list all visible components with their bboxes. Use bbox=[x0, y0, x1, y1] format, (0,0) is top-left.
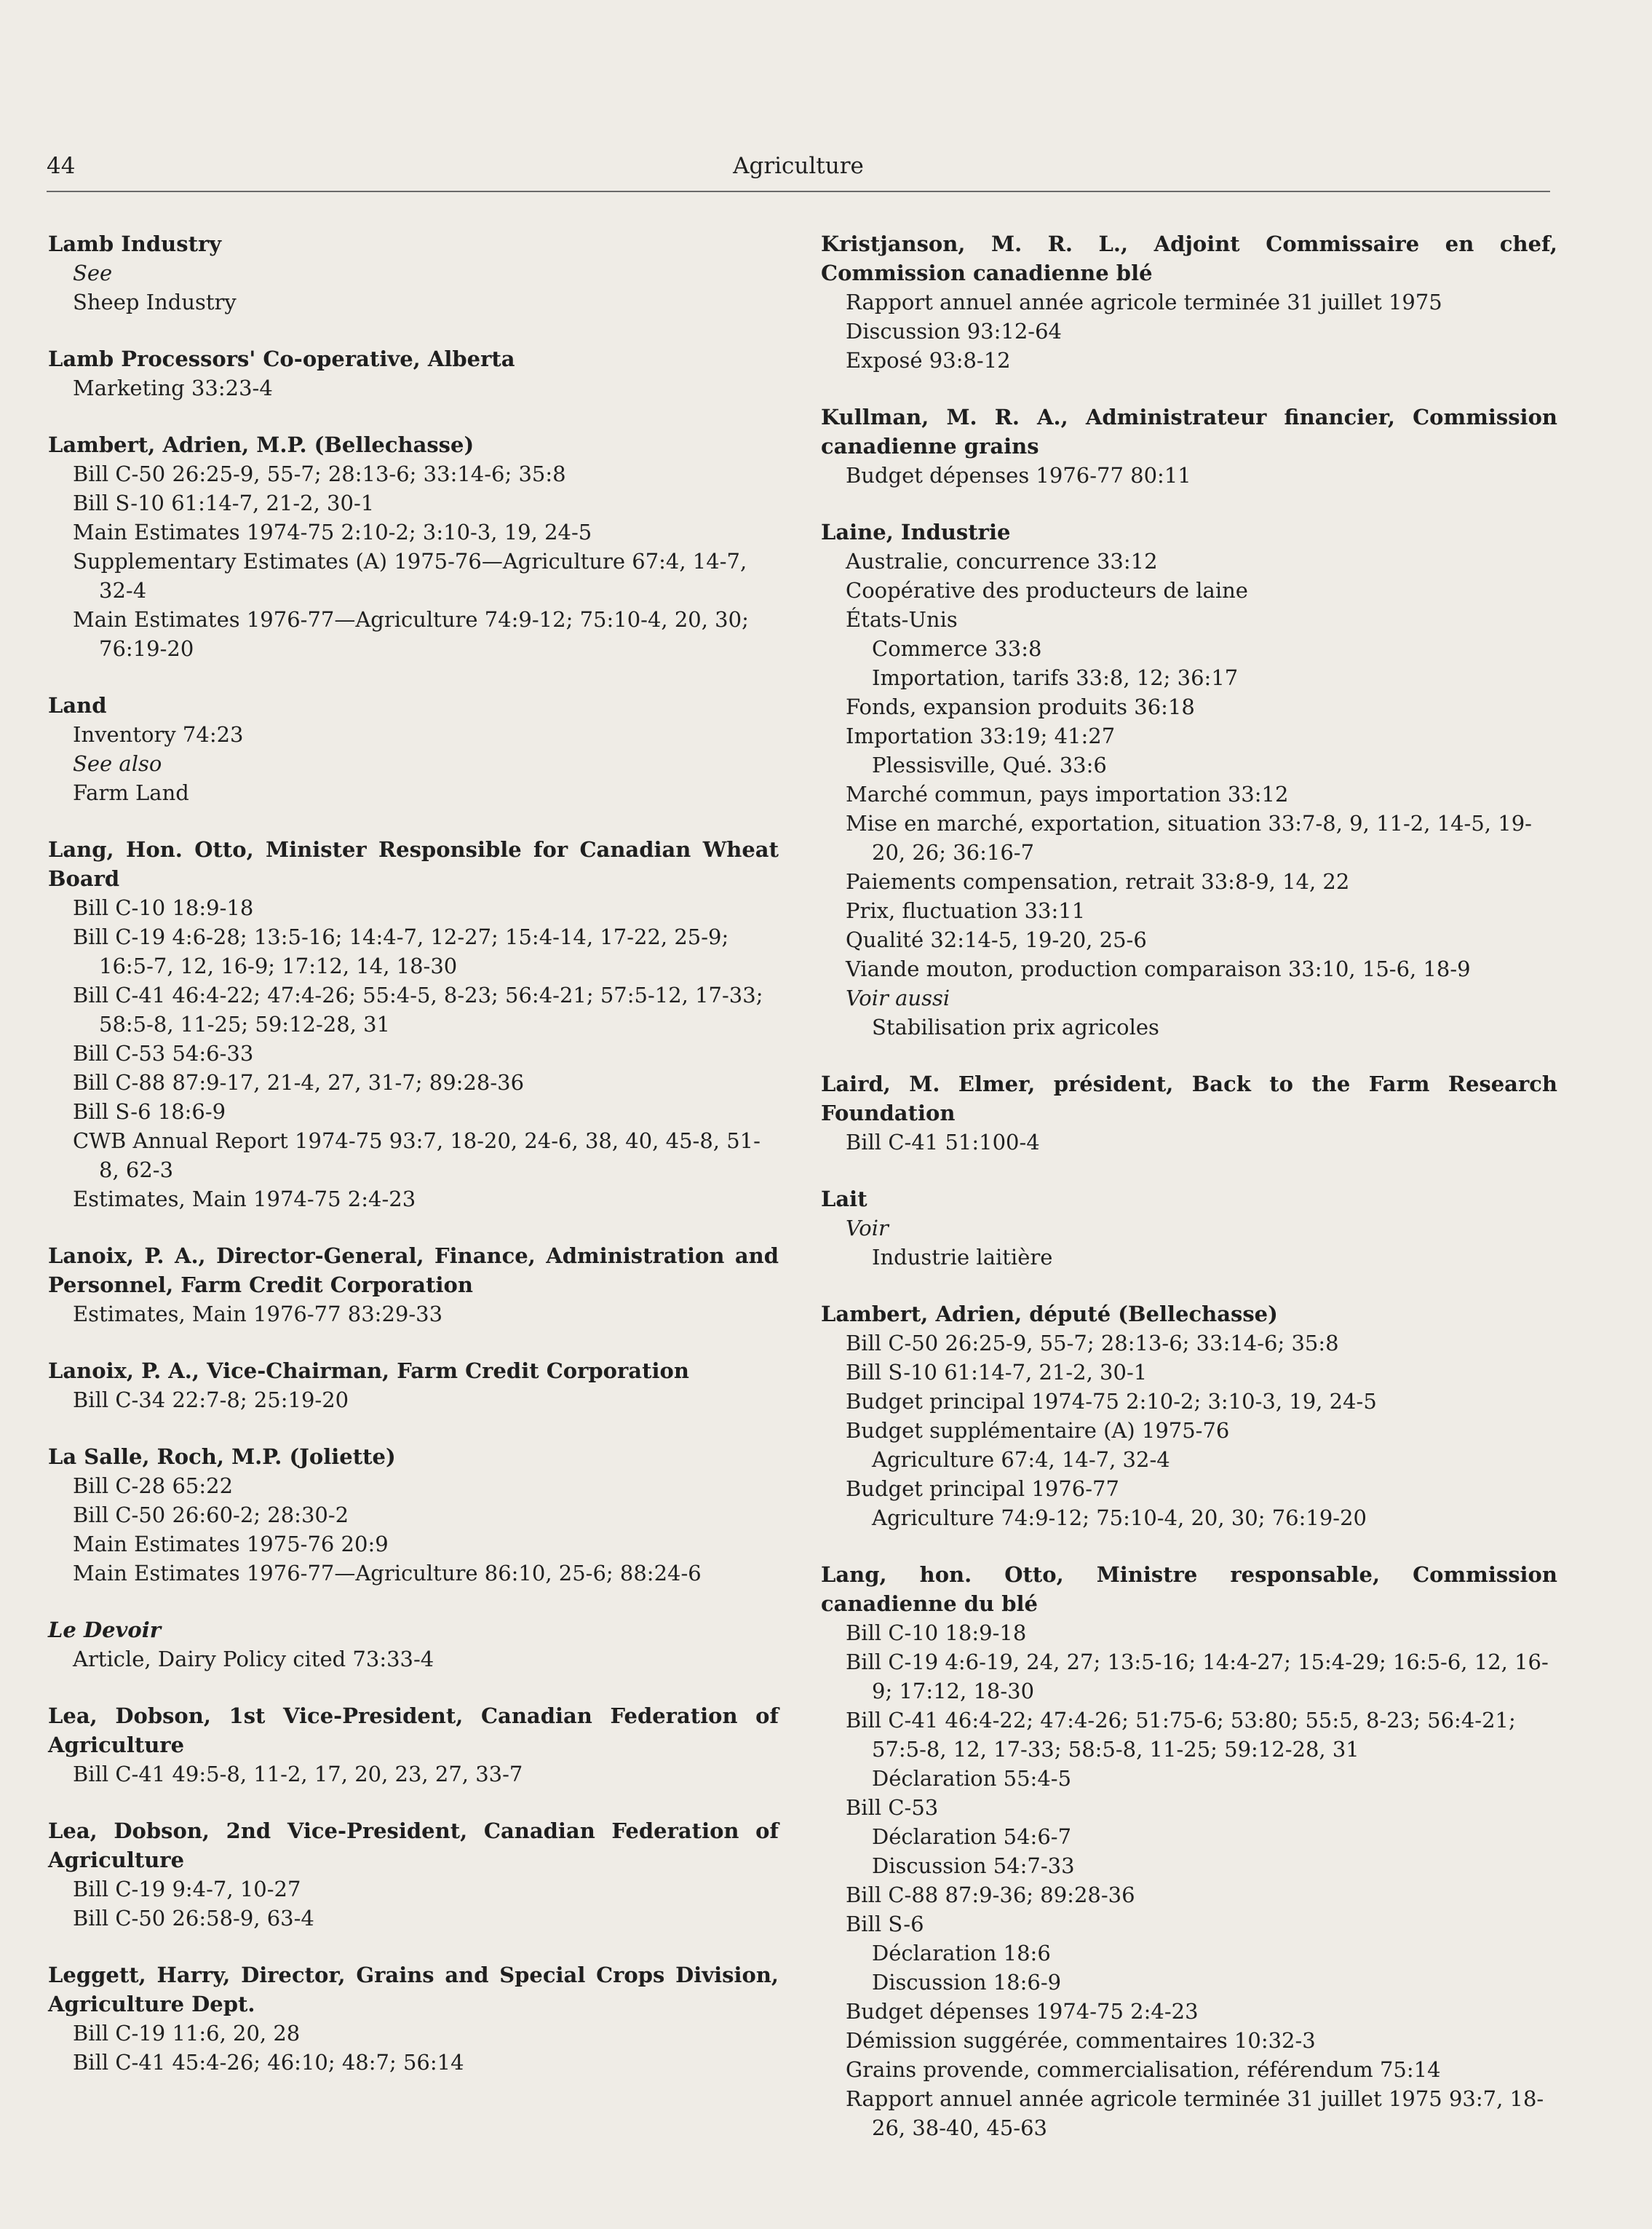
entry-subline: Sheep Industry bbox=[73, 290, 237, 314]
entry-subline: Voir aussi bbox=[846, 986, 950, 1010]
index-entry bbox=[821, 1069, 1557, 1157]
entry-subline: Main Estimates 1976-77—Agriculture 74:9-12; 75:10-4, 20, 30; 76:19-20 bbox=[73, 607, 749, 661]
entry-heading: Lanoix, P. A., Vice-Chairman, Farm Credit Corporation bbox=[48, 1358, 689, 1383]
entry-subline: Bill C-34 22:7-8; 25:19-20 bbox=[73, 1387, 349, 1412]
entry-heading: Lang, Hon. Otto, Minister Responsible for Canadian Wheat Board bbox=[48, 837, 779, 891]
entry-subsubline: Déclaration 18:6 bbox=[872, 1941, 1051, 1965]
index-entry bbox=[48, 691, 779, 807]
entry-subline: Bill C-10 18:9-18 bbox=[846, 1620, 1027, 1645]
entry-subline: Bill S-6 18:6-9 bbox=[73, 1099, 226, 1124]
entry-heading: Leggett, Harry, Director, Grains and Special Crops Division, Agriculture Dept. bbox=[48, 1963, 779, 2016]
index-entry bbox=[48, 430, 779, 663]
entry-heading: Lanoix, P. A., Director-General, Finance, Administration and Personnel, Farm Credit Corporation bbox=[48, 1243, 779, 1297]
entry-subline: Supplementary Estimates (A) 1975-76—Agriculture 67:4, 14-7, 32-4 bbox=[73, 549, 747, 603]
page-header bbox=[47, 150, 1550, 192]
entry-heading: Lamb Processors' Co-operative, Alberta bbox=[48, 347, 515, 371]
entry-subsubline: Agriculture 67:4, 14-7, 32-4 bbox=[872, 1447, 1170, 1472]
entry-subsubline: Agriculture 74:9-12; 75:10-4, 20, 30; 76:19-20 bbox=[872, 1505, 1367, 1530]
entry-subline: Farm Land bbox=[73, 780, 189, 805]
entry-heading: Lang, hon. Otto, Ministre responsable, Commission canadienne du blé bbox=[821, 1562, 1557, 1616]
index-entry bbox=[48, 1816, 779, 1933]
entry-subline: Coopérative des producteurs de laine bbox=[846, 578, 1248, 603]
entry-heading: Kristjanson, M. R. L., Adjoint Commissaire en chef, Commission canadienne blé bbox=[821, 231, 1557, 285]
index-entry bbox=[821, 229, 1557, 375]
entry-subline: Estimates, Main 1976-77 83:29-33 bbox=[73, 1302, 443, 1326]
entry-subline: Importation 33:19; 41:27 bbox=[846, 724, 1116, 748]
entry-subline: Bill S-10 61:14-7, 21-2, 30-1 bbox=[73, 491, 375, 515]
entry-subsubline: Déclaration 54:6-7 bbox=[872, 1824, 1072, 1849]
index-entry bbox=[821, 1560, 1557, 2142]
entry-subline: Article, Dairy Policy cited 73:33-4 bbox=[73, 1647, 434, 1671]
index-entry bbox=[48, 229, 779, 317]
index-entry bbox=[48, 344, 779, 403]
entry-subline: Main Estimates 1975-76 20:9 bbox=[73, 1532, 389, 1556]
entry-subline: Bill C-10 18:9-18 bbox=[73, 895, 254, 920]
entry-subline: Main Estimates 1976-77—Agriculture 86:10, 25-6; 88:24-6 bbox=[73, 1561, 702, 1585]
entry-subline: Bill C-19 11:6, 20, 28 bbox=[73, 2021, 301, 2046]
entry-subline: Qualité 32:14-5, 19-20, 25-6 bbox=[846, 927, 1147, 952]
entry-subline: Exposé 93:8-12 bbox=[846, 348, 1011, 373]
entry-subline: Voir bbox=[846, 1216, 889, 1240]
index-entry bbox=[821, 403, 1557, 490]
entry-subline: CWB Annual Report 1974-75 93:7, 18-20, 24-6, 38, 40, 45-8, 51-8, 62-3 bbox=[73, 1128, 761, 1182]
entry-subline: Bill C-53 54:6-33 bbox=[73, 1041, 254, 1066]
index-column-left bbox=[48, 229, 779, 2105]
entry-subline: Paiements compensation, retrait 33:8-9, 14, 22 bbox=[846, 869, 1350, 894]
entry-heading: La Salle, Roch, M.P. (Joliette) bbox=[48, 1444, 396, 1469]
entry-subline: États-Unis bbox=[846, 607, 958, 632]
entry-subsubline: Discussion 18:6-9 bbox=[872, 1970, 1062, 1995]
index-entry bbox=[48, 1615, 779, 1674]
entry-subsubline: Industrie laitière bbox=[872, 1245, 1053, 1270]
entry-subline: Bill C-50 26:58-9, 63-4 bbox=[73, 1906, 314, 1931]
entry-subline: Bill C-50 26:25-9, 55-7; 28:13-6; 33:14-6; 35:8 bbox=[846, 1331, 1339, 1355]
entry-subline: Marketing 33:23-4 bbox=[73, 376, 273, 400]
entry-subline: Viande mouton, production comparaison 33:10, 15-6, 18-9 bbox=[846, 957, 1471, 981]
entry-subline: Budget dépenses 1976-77 80:11 bbox=[846, 463, 1191, 488]
entry-subline: Bill C-41 51:100-4 bbox=[846, 1130, 1040, 1155]
entry-subsubline: Plessisville, Qué. 33:6 bbox=[872, 753, 1107, 777]
index-entry bbox=[48, 1701, 779, 1789]
entry-subline: Bill C-50 26:60-2; 28:30-2 bbox=[73, 1503, 349, 1527]
entry-subline: Mise en marché, exportation, situation 33:7-8, 9, 11-2, 14-5, 19-20, 26; 36:16-7 bbox=[846, 811, 1532, 865]
entry-subline: Bill C-19 4:6-19, 24, 27; 13:5-16; 14:4-27; 15:4-29; 16:5-6, 12, 16-9; 17:12, 18-30 bbox=[846, 1650, 1549, 1703]
entry-subline: Main Estimates 1974-75 2:10-2; 3:10-3, 19, 24-5 bbox=[73, 520, 592, 545]
entry-subline: Démission suggérée, commentaires 10:32-3 bbox=[846, 2028, 1316, 2053]
entry-subline: Bill C-41 49:5-8, 11-2, 17, 20, 23, 27, 33-7 bbox=[73, 1762, 523, 1786]
index-entry bbox=[48, 835, 779, 1214]
entry-subline: Bill C-88 87:9-36; 89:28-36 bbox=[846, 1882, 1135, 1907]
entry-subline: Bill C-41 45:4-26; 46:10; 48:7; 56:14 bbox=[73, 2050, 464, 2075]
entry-subline: Bill C-28 65:22 bbox=[73, 1473, 234, 1498]
entry-subline: Bill C-19 9:4-7, 10-27 bbox=[73, 1877, 301, 1901]
index-entry bbox=[48, 1960, 779, 2077]
entry-heading: Land bbox=[48, 693, 107, 718]
entry-heading: Le Devoir bbox=[48, 1618, 162, 1642]
index-entry bbox=[48, 1241, 779, 1329]
entry-subline: Budget principal 1974-75 2:10-2; 3:10-3, 19, 24-5 bbox=[846, 1389, 1377, 1414]
index-entry bbox=[821, 1184, 1557, 1272]
entry-subline: Bill C-88 87:9-17, 21-4, 27, 31-7; 89:28-36 bbox=[73, 1070, 525, 1095]
entry-heading: Lait bbox=[821, 1187, 867, 1211]
entry-subsubline: Stabilisation prix agricoles bbox=[872, 1015, 1159, 1040]
entry-heading: Laird, M. Elmer, président, Back to the Farm Research Foundation bbox=[821, 1072, 1557, 1125]
entry-subline: Bill C-50 26:25-9, 55-7; 28:13-6; 33:14-6; 35:8 bbox=[73, 462, 566, 486]
index-entry bbox=[821, 1299, 1557, 1532]
entry-subline: Bill S-10 61:14-7, 21-2, 30-1 bbox=[846, 1360, 1148, 1385]
entry-subsubline: Discussion 54:7-33 bbox=[872, 1853, 1075, 1878]
index-entry bbox=[48, 1356, 779, 1414]
entry-subline: Bill C-41 46:4-22; 47:4-26; 55:4-5, 8-23; 56:4-21; 57:5-12, 17-33; 58:5-8, 11-25; 59:12-28, 31 bbox=[73, 983, 763, 1037]
entry-subline: Estimates, Main 1974-75 2:4-23 bbox=[73, 1187, 416, 1211]
entry-subline: Rapport annuel année agricole terminée 31 juillet 1975 93:7, 18-26, 38-40, 45-63 bbox=[846, 2086, 1544, 2140]
page-number: 44 bbox=[47, 153, 76, 179]
entry-heading: Lea, Dobson, 2nd Vice-President, Canadian Federation of Agriculture bbox=[48, 1818, 779, 1872]
index-entry bbox=[821, 518, 1557, 1042]
entry-subline: Marché commun, pays importation 33:12 bbox=[846, 782, 1289, 807]
entry-subsubline: Commerce 33:8 bbox=[872, 636, 1042, 661]
entry-subline: Discussion 93:12-64 bbox=[846, 319, 1062, 344]
entry-subline: See bbox=[73, 261, 113, 285]
entry-subline: Australie, concurrence 33:12 bbox=[846, 549, 1158, 574]
entry-subsubline: Déclaration 55:4-5 bbox=[872, 1766, 1072, 1791]
entry-subline: Prix, fluctuation 33:11 bbox=[846, 898, 1086, 923]
entry-subline: Fonds, expansion produits 36:18 bbox=[846, 694, 1195, 719]
entry-subline: Budget supplémentaire (A) 1975-76 bbox=[846, 1418, 1230, 1443]
entry-subline: Bill C-19 4:6-28; 13:5-16; 14:4-7, 12-27; 15:4-14, 17-22, 25-9; 16:5-7, 12, 16-9; 17:12, 14, 18-30 bbox=[73, 925, 729, 978]
entry-heading: Lambert, Adrien, M.P. (Bellechasse) bbox=[48, 432, 474, 457]
entry-subline: Rapport annuel année agricole terminée 31 juillet 1975 bbox=[846, 290, 1442, 314]
entry-subline: Budget principal 1976-77 bbox=[846, 1476, 1119, 1501]
entry-subline: Budget dépenses 1974-75 2:4-23 bbox=[846, 1999, 1199, 2024]
entry-heading: Laine, Industrie bbox=[821, 520, 1011, 545]
running-title: Agriculture bbox=[733, 153, 864, 179]
index-entry bbox=[48, 1442, 779, 1588]
entry-subline: See also bbox=[73, 751, 162, 776]
entry-subline: Grains provende, commercialisation, référendum 75:14 bbox=[846, 2057, 1441, 2082]
index-column-right bbox=[821, 229, 1557, 2170]
entry-subline: Bill C-53 bbox=[846, 1795, 939, 1820]
entry-heading: Lambert, Adrien, député (Bellechasse) bbox=[821, 1302, 1278, 1326]
entry-subline: Bill S-6 bbox=[846, 1912, 924, 1936]
entry-heading: Lamb Industry bbox=[48, 231, 222, 256]
entry-subsubline: Importation, tarifs 33:8, 12; 36:17 bbox=[872, 665, 1239, 690]
entry-subline: Bill C-41 46:4-22; 47:4-26; 51:75-6; 53:80; 55:5, 8-23; 56:4-21; 57:5-8, 12, 17-33; 58:5-8, 11-25; 59:12-28, 31 bbox=[846, 1708, 1516, 1762]
entry-subline: Inventory 74:23 bbox=[73, 722, 244, 747]
entry-heading: Lea, Dobson, 1st Vice-President, Canadian Federation of Agriculture bbox=[48, 1703, 779, 1757]
entry-heading: Kullman, M. R. A., Administrateur financier, Commission canadienne grains bbox=[821, 405, 1557, 459]
